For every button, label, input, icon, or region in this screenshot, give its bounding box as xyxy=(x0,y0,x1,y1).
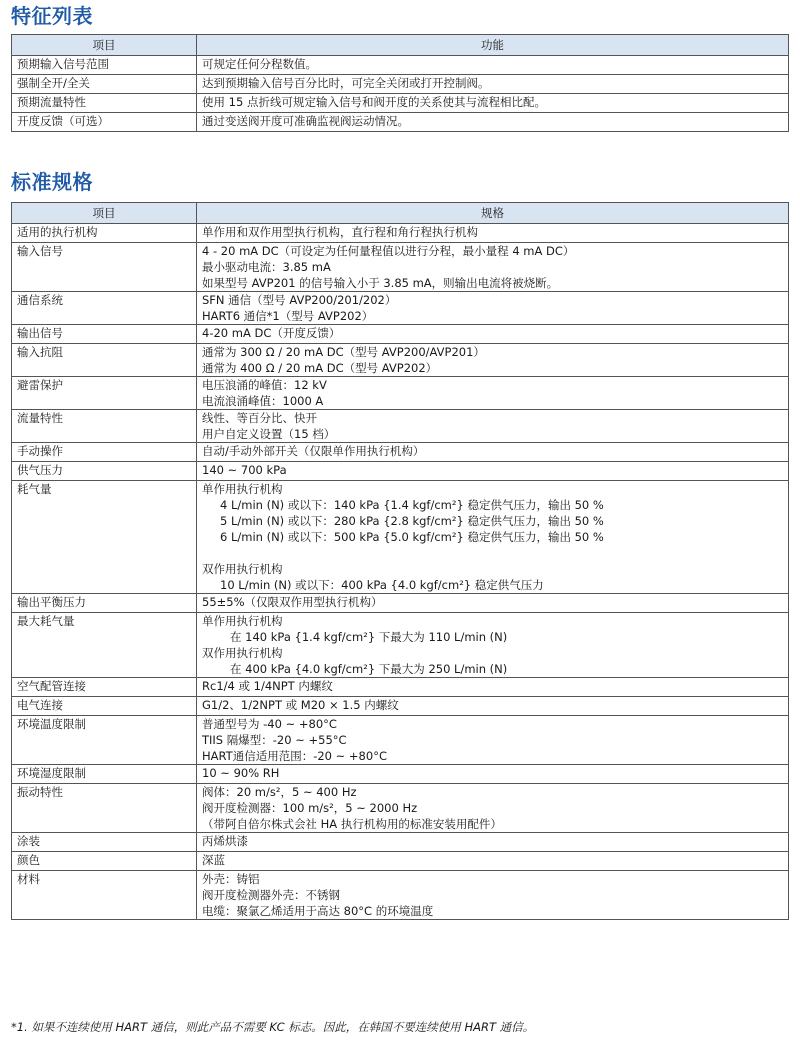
spec-row xyxy=(12,678,789,697)
spec-row xyxy=(12,613,789,678)
features-row xyxy=(12,113,789,132)
spec-row xyxy=(12,410,789,443)
spec-line: SFN 通信（型号 AVP200/201/202） xyxy=(202,293,397,307)
spec-item: 材料 xyxy=(12,871,197,920)
specs-header-item: 项目 xyxy=(12,203,197,224)
spec-line: 单作用和双作用型执行机构，直行程和角行程执行机构 xyxy=(202,225,478,239)
spec-item: 手动操作 xyxy=(12,443,197,462)
spec-value xyxy=(197,481,789,594)
spec-line: 单作用执行机构 xyxy=(202,614,283,628)
spec-item: 涂装 xyxy=(12,833,197,852)
feature-desc: 通过变送阀开度可准确监视阀运动情况。 xyxy=(197,113,789,132)
spec-line xyxy=(202,545,783,561)
spec-value xyxy=(197,716,789,765)
spec-line: 4-20 mA DC（开度反馈） xyxy=(202,326,341,340)
spec-item: 振动特性 xyxy=(12,784,197,833)
spec-line: G1/2、1/2NPT 或 M20 × 1.5 内螺纹 xyxy=(202,698,399,712)
spec-item: 电气连接 xyxy=(12,697,197,716)
spec-line: 电流浪涌峰值：1000 A xyxy=(202,394,324,408)
features-table xyxy=(11,34,789,132)
specs-table xyxy=(11,202,789,920)
spec-row xyxy=(12,325,789,344)
spec-line: 电缆：聚氯乙烯适用于高达 80°C 的环境温度 xyxy=(202,904,434,918)
spec-row xyxy=(12,243,789,292)
spec-row xyxy=(12,462,789,481)
spec-value xyxy=(197,462,789,481)
spec-value xyxy=(197,784,789,833)
spec-value xyxy=(197,678,789,697)
spec-line: 电压浪涌的峰值：12 kV xyxy=(202,378,327,392)
specs-title: 标准规格 xyxy=(11,170,93,194)
spec-value xyxy=(197,852,789,871)
spec-row xyxy=(12,716,789,765)
spec-line: HART通信适用范围：-20 ~ +80°C xyxy=(202,749,387,763)
spec-line: 普通型号为 -40 ~ +80°C xyxy=(202,717,337,731)
feature-desc: 可规定任何分程数值。 xyxy=(197,56,789,75)
spec-value xyxy=(197,243,789,292)
features-row xyxy=(12,75,789,94)
spec-item: 通信系统 xyxy=(12,292,197,325)
footnote: *1. 如果不连续使用 HART 通信，则此产品不需要 KC 标志。因此，在韩国不要连续使用 HART 通信。 xyxy=(11,1020,535,1034)
spec-line: 在 400 kPa {4.0 kgf/cm²} 下最大为 250 L/min (N) xyxy=(230,662,508,676)
spec-value xyxy=(197,224,789,243)
spec-line: 双作用执行机构 xyxy=(202,646,283,660)
spec-value xyxy=(197,613,789,678)
spec-item: 输入信号 xyxy=(12,243,197,292)
spec-line: 外壳：铸铝 xyxy=(202,872,260,886)
spec-line: Rc1/4 或 1/4NPT 内螺纹 xyxy=(202,679,333,693)
spec-line: 140 ~ 700 kPa xyxy=(202,463,287,477)
spec-line: TIIS 隔爆型：-20 ~ +55°C xyxy=(202,733,347,747)
spec-line: 最小驱动电流：3.85 mA xyxy=(202,260,331,274)
spec-value xyxy=(197,833,789,852)
spec-line: 双作用执行机构 xyxy=(202,562,283,576)
spec-line: 4 - 20 mA DC（可设定为任何量程值以进行分程，最小量程 4 mA DC） xyxy=(202,244,575,258)
features-body xyxy=(12,56,789,132)
feature-item: 预期输入信号范围 xyxy=(12,56,197,75)
specs-header-spec: 规格 xyxy=(197,203,789,224)
feature-item: 强制全开/全关 xyxy=(12,75,197,94)
features-row xyxy=(12,56,789,75)
spec-item: 输出平衡压力 xyxy=(12,594,197,613)
spec-item: 环境湿度限制 xyxy=(12,765,197,784)
spec-line: 阀开度检测器：100 m/s²，5 ~ 2000 Hz xyxy=(202,801,418,815)
spec-row xyxy=(12,833,789,852)
spec-row xyxy=(12,443,789,462)
spec-value xyxy=(197,344,789,377)
feature-item: 预期流量特性 xyxy=(12,94,197,113)
spec-item: 输出信号 xyxy=(12,325,197,344)
features-header-row xyxy=(12,35,789,56)
spec-line: 通常为 300 Ω / 20 mA DC（型号 AVP200/AVP201） xyxy=(202,345,485,359)
spec-line: 用户自定义设置（15 档） xyxy=(202,427,336,441)
spec-value xyxy=(197,871,789,920)
spec-line: 线性、等百分比、快开 xyxy=(202,411,317,425)
spec-item: 避雷保护 xyxy=(12,377,197,410)
spec-line: 自动/手动外部开关（仅限单作用执行机构） xyxy=(202,444,425,458)
spec-row xyxy=(12,852,789,871)
spec-item: 适用的执行机构 xyxy=(12,224,197,243)
spec-value xyxy=(197,410,789,443)
spec-row xyxy=(12,224,789,243)
features-title: 特征列表 xyxy=(11,4,93,28)
spec-row xyxy=(12,481,789,594)
features-row xyxy=(12,94,789,113)
spec-row xyxy=(12,377,789,410)
spec-line: 丙烯烘漆 xyxy=(202,834,248,848)
spec-line: 单作用执行机构 xyxy=(202,482,283,496)
spec-line: 55±5%（仅限双作用型执行机构） xyxy=(202,595,383,609)
spec-line: 通常为 400 Ω / 20 mA DC（型号 AVP202） xyxy=(202,361,438,375)
spec-line: 阀开度检测器外壳：不锈钢 xyxy=(202,888,340,902)
spec-line: 阀体：20 m/s²，5 ~ 400 Hz xyxy=(202,785,357,799)
spec-line: 4 L/min (N) 或以下：140 kPa {1.4 kgf/cm²} 稳定供气压力，输出 50 % xyxy=(220,498,604,512)
spec-line: 6 L/min (N) 或以下：500 kPa {5.0 kgf/cm²} 稳定供气压力，输出 50 % xyxy=(220,530,604,544)
spec-line: 10 ~ 90% RH xyxy=(202,766,280,780)
spec-row xyxy=(12,871,789,920)
spec-item: 耗气量 xyxy=(12,481,197,594)
spec-line: 深蓝 xyxy=(202,853,225,867)
spec-item: 输入抗阻 xyxy=(12,344,197,377)
spec-item: 流量特性 xyxy=(12,410,197,443)
spec-value xyxy=(197,443,789,462)
spec-row xyxy=(12,344,789,377)
spec-value xyxy=(197,292,789,325)
spec-line: 如果型号 AVP201 的信号输入小于 3.85 mA，则输出电流将被烧断。 xyxy=(202,276,559,290)
spec-item: 最大耗气量 xyxy=(12,613,197,678)
spec-line: （带阿自倍尔株式会社 HA 执行机构用的标准安装用配件） xyxy=(202,817,502,831)
feature-desc: 使用 15 点折线可规定输入信号和阀开度的关系使其与流程相比配。 xyxy=(197,94,789,113)
spec-item: 空气配管连接 xyxy=(12,678,197,697)
features-header-desc: 功能 xyxy=(197,35,789,56)
spec-line: 10 L/min (N) 或以下：400 kPa {4.0 kgf/cm²} 稳定供气压力 xyxy=(220,578,544,592)
feature-desc: 达到预期输入信号百分比时，可完全关闭或打开控制阀。 xyxy=(197,75,789,94)
spec-item: 环境温度限制 xyxy=(12,716,197,765)
spec-value xyxy=(197,765,789,784)
spec-value xyxy=(197,594,789,613)
spec-line: 5 L/min (N) 或以下：280 kPa {2.8 kgf/cm²} 稳定供气压力，输出 50 % xyxy=(220,514,604,528)
spec-row xyxy=(12,594,789,613)
spec-item: 供气压力 xyxy=(12,462,197,481)
spec-row xyxy=(12,784,789,833)
specs-body xyxy=(12,224,789,920)
specs-header-row xyxy=(12,203,789,224)
features-header-item: 项目 xyxy=(12,35,197,56)
spec-value xyxy=(197,325,789,344)
spec-value xyxy=(197,377,789,410)
spec-item: 颜色 xyxy=(12,852,197,871)
spec-row xyxy=(12,697,789,716)
feature-item: 开度反馈（可选） xyxy=(12,113,197,132)
spec-row xyxy=(12,765,789,784)
spec-value xyxy=(197,697,789,716)
spec-line: HART6 通信*1（型号 AVP202） xyxy=(202,309,374,323)
spec-line: 在 140 kPa {1.4 kgf/cm²} 下最大为 110 L/min (N) xyxy=(230,630,508,644)
spec-row xyxy=(12,292,789,325)
